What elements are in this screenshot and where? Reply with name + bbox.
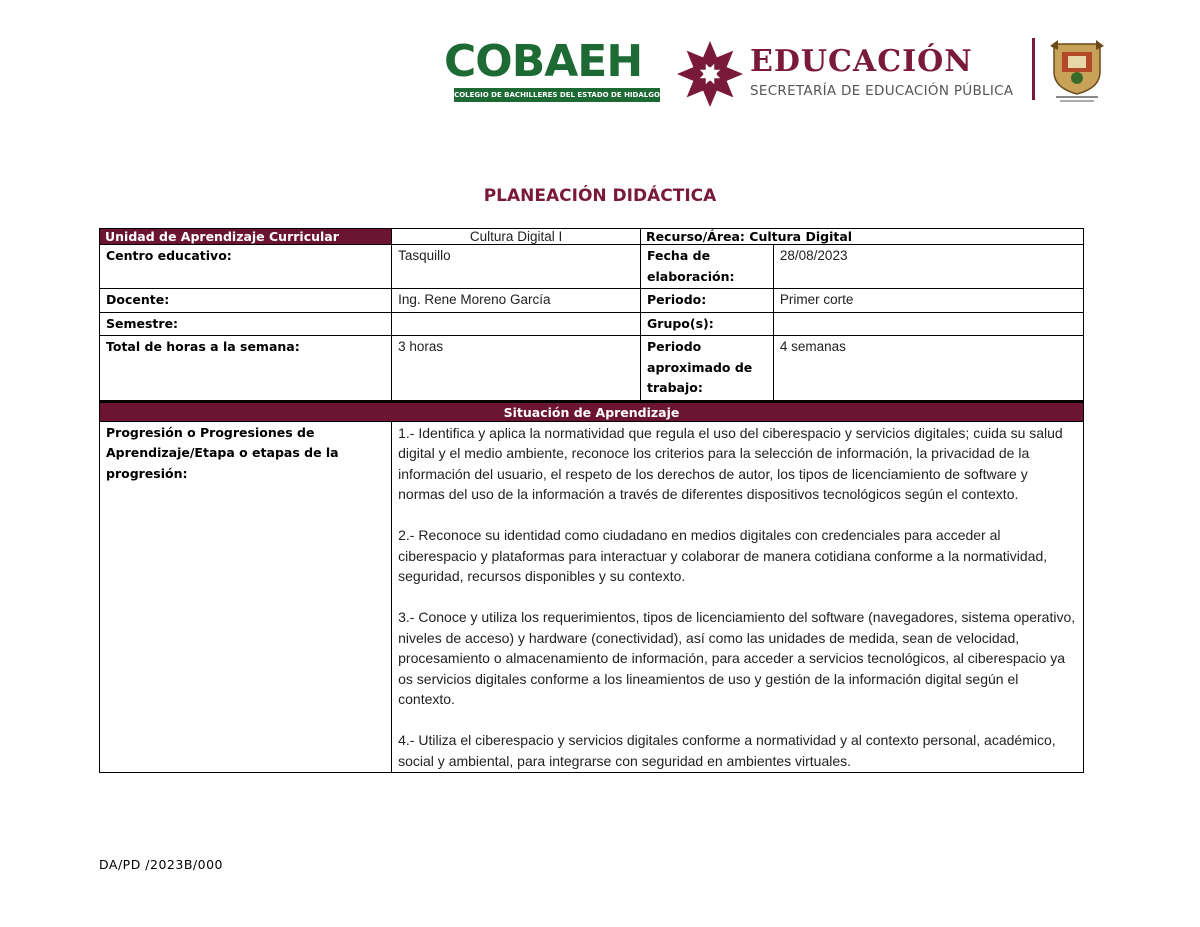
periodo-value: Primer corte (773, 289, 1083, 313)
semestre-value (392, 312, 641, 336)
planeacion-table (99, 228, 1084, 773)
sep-subtitle: SECRETARÍA DE EDUCACIÓN PÚBLICA (750, 83, 1014, 99)
docente-label: Docente: (100, 289, 392, 313)
table-row (100, 401, 1084, 421)
document-code: DA/PD /2023B/000 (99, 857, 223, 872)
fecha-value: 28/08/2023 (773, 245, 1083, 289)
cobaeh-logo-text: COBAEH (444, 36, 643, 87)
table-row (100, 229, 1084, 245)
progresion-item: 2.- Reconoce su identidad como ciudadano en medios digitales con credenciales para acceder al ciberespacio y plataformas para interactuar y colaborar de manera cotidiana conforme a la normatividad, seguridad, recursos disponibles y su contexto. (398, 527, 1048, 584)
hidalgo-shield-icon (1048, 36, 1106, 104)
progresion-item: 1.- Identifica y aplica la normatividad que regula el uso del ciberespacio y servicios digitales; cuida su salud digital y el medio ambiente, reconoce los criterios para la selección de información, la privacidad de la información del usuario, el respeto de los derechos de autor, los tipos de licenciamiento de software y normas del uso de la información a través de diferentes dispositivos tecnológicos según el contexto. (398, 424, 1063, 502)
progresion-label: Progresión o Progresiones de Aprendizaje/Etapa o etapas de la progresión: (100, 421, 392, 773)
table-row (100, 245, 1084, 289)
centro-label: Centro educativo: (100, 245, 392, 289)
table-row (100, 312, 1084, 336)
cobaeh-logo (444, 38, 662, 102)
educacion-star-icon (675, 39, 745, 109)
grupo-label: Grupo(s): (641, 312, 774, 336)
docente-value: Ing. Rene Moreno García (392, 289, 641, 313)
table-row (100, 421, 1084, 773)
horas-label: Total de horas a la semana: (100, 336, 392, 402)
periodo-aprox-label: Periodo aproximado de trabajo: (641, 336, 774, 402)
situacion-header: Situación de Aprendizaje (100, 401, 1084, 421)
uac-label: Unidad de Aprendizaje Curricular (100, 229, 392, 245)
recurso-label: Recurso/Área: Cultura Digital (641, 229, 1084, 245)
fecha-label: Fecha de elaboración: (641, 245, 774, 289)
periodo-label: Periodo: (641, 289, 774, 313)
educacion-title: EDUCACIÓN (750, 44, 973, 79)
page-title: PLANEACIÓN DIDÁCTICA (483, 186, 717, 206)
progresion-item: 3.- Conoce y utiliza los requerimientos, tipos de licenciamiento del software (navegadores, sistema operativo, niveles de acceso) y hardware (conectividad), así como las unidades de medida, sean de velocidad, procesamiento o almacenamiento de información, para acceder a servicios tecnológicos, al ciberespacio ya os servicios digitales conforme a los lineamientos de uso y gestión de la información digital según el contexto. (398, 609, 1076, 707)
centro-value: Tasquillo (392, 245, 641, 289)
progresion-item: 4.- Utiliza el ciberespacio y servicios digitales conforme a normatividad y al contexto personal, académico, social y ambiental, para integrarse con seguridad en ambientes virtuales. (398, 732, 1056, 769)
grupo-value (773, 312, 1083, 336)
semestre-label: Semestre: (100, 312, 392, 336)
progresiones-cell (392, 421, 1084, 773)
table-row (100, 336, 1084, 402)
horas-value: 3 horas (392, 336, 641, 402)
header-divider (1032, 38, 1035, 100)
cobaeh-tagline: COLEGIO DE BACHILLERES DEL ESTADO DE HIDALGO (454, 88, 660, 102)
uac-value: Cultura Digital I (392, 229, 641, 245)
table-row (100, 289, 1084, 313)
periodo-aprox-value: 4 semanas (773, 336, 1083, 402)
